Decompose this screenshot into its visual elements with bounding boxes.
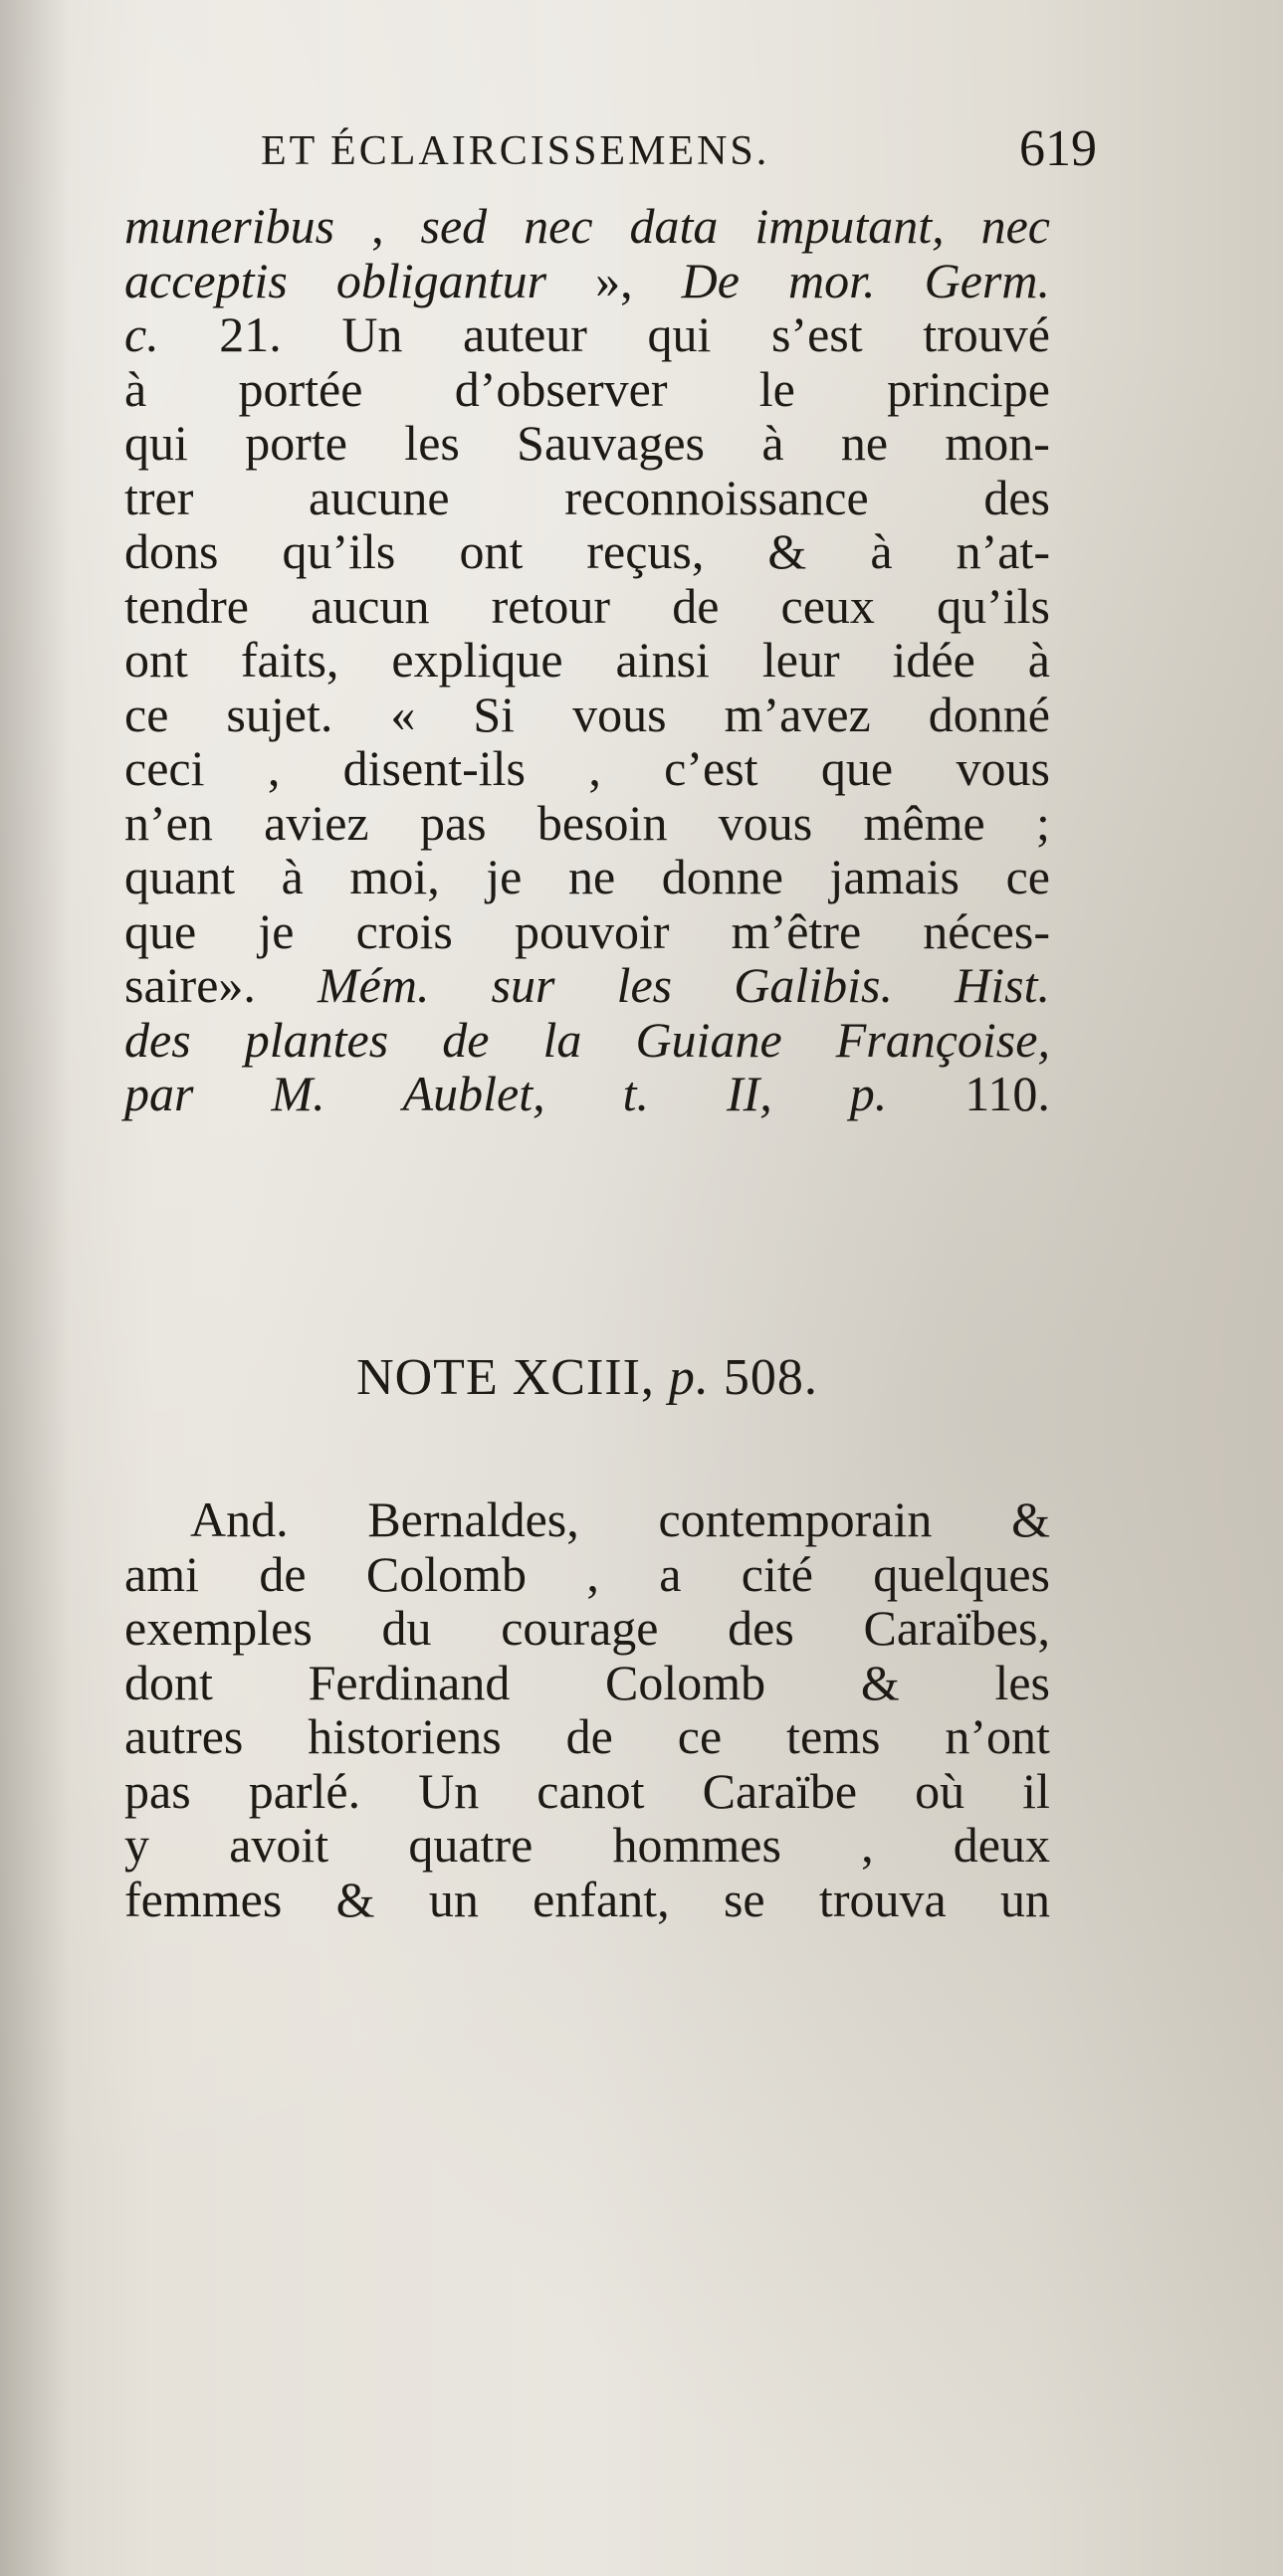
- word: vous: [572, 686, 667, 742]
- word: d’observer: [454, 360, 668, 417]
- text-line: [124, 524, 1050, 579]
- word: Françoise,: [835, 1011, 1050, 1068]
- word: leur: [761, 632, 840, 688]
- word: idée: [892, 632, 975, 688]
- word: ont: [459, 523, 524, 579]
- paragraph-note-xciii: [124, 1492, 1050, 1926]
- word: les: [616, 957, 673, 1013]
- word: quelques: [873, 1545, 1050, 1602]
- word: «: [390, 686, 416, 742]
- word: que: [124, 902, 197, 959]
- word: les: [994, 1654, 1050, 1710]
- word: canot: [536, 1762, 645, 1819]
- text-line: [124, 579, 1050, 634]
- word: Un: [418, 1762, 480, 1819]
- word: des: [124, 1011, 191, 1068]
- word: ce: [124, 686, 169, 742]
- word: retour: [491, 577, 611, 634]
- word: aviez: [264, 794, 369, 851]
- word: se: [723, 1871, 765, 1927]
- word: donne: [661, 849, 783, 904]
- word: les: [404, 415, 460, 471]
- text-line: [124, 1547, 1050, 1602]
- word: Colomb: [365, 1545, 528, 1602]
- word: c’est: [664, 740, 758, 796]
- word: reçus,: [586, 523, 705, 579]
- word: cité: [741, 1545, 813, 1602]
- word: avoit: [229, 1817, 329, 1873]
- word: hommes: [612, 1817, 781, 1873]
- word: M.: [271, 1066, 325, 1121]
- word: 110.: [964, 1066, 1050, 1121]
- note-heading-label: NOTE XCIII,: [356, 1349, 655, 1406]
- word: Caraïbes,: [863, 1600, 1050, 1656]
- word: acceptis: [124, 252, 288, 308]
- word: nec: [524, 198, 593, 254]
- word: porte: [245, 415, 347, 471]
- word: autres: [124, 1708, 244, 1764]
- word: Ferdinand: [308, 1654, 511, 1710]
- text-line: [124, 254, 1050, 308]
- word: à: [761, 415, 784, 471]
- word: faits,: [240, 632, 339, 688]
- word: t.: [622, 1066, 650, 1121]
- word: auteur: [463, 306, 587, 362]
- page-header: [261, 119, 1097, 189]
- word: a: [659, 1545, 682, 1602]
- word: de: [259, 1545, 307, 1602]
- text-line: [124, 1013, 1050, 1068]
- word: tems: [786, 1708, 881, 1764]
- word: saire».: [124, 957, 256, 1013]
- text-line: [124, 199, 1050, 254]
- word: ;: [1036, 794, 1050, 851]
- note-heading: [124, 1348, 1050, 1407]
- word: quatre: [408, 1817, 534, 1873]
- word: même: [863, 794, 985, 851]
- word: pouvoir: [514, 902, 670, 959]
- word: de: [442, 1011, 490, 1068]
- word: plantes: [244, 1011, 389, 1068]
- word: femmes: [124, 1871, 283, 1927]
- word: ,: [861, 1817, 874, 1873]
- word: Guiane: [635, 1011, 782, 1068]
- word: des: [983, 469, 1050, 525]
- word: reconnoissance: [564, 469, 869, 525]
- word: Germ.: [924, 252, 1050, 308]
- page-number: 619: [1019, 120, 1097, 177]
- word: la: [542, 1011, 582, 1068]
- word: De: [681, 252, 740, 308]
- word: &: [860, 1654, 900, 1710]
- word: ainsi: [615, 632, 710, 688]
- word: pas: [124, 1762, 191, 1819]
- word: du: [381, 1600, 432, 1656]
- word: je: [486, 849, 523, 904]
- word: pas: [419, 794, 487, 851]
- word: Hist.: [955, 957, 1050, 1013]
- text-line: [124, 1818, 1050, 1873]
- running-head: ET ÉCLAIRCISSEMENS.: [261, 128, 770, 174]
- word: II,: [727, 1066, 772, 1121]
- text-line: [124, 1656, 1050, 1710]
- word: ,: [267, 740, 281, 796]
- word: disent-ils: [342, 740, 526, 796]
- word: mor.: [788, 252, 876, 308]
- word: moi,: [349, 849, 440, 904]
- word: parlé.: [248, 1762, 361, 1819]
- word: le: [758, 360, 795, 417]
- word: Colomb: [605, 1654, 766, 1710]
- word: s’est: [770, 306, 863, 362]
- word: explique: [391, 632, 563, 688]
- word: portée: [238, 360, 363, 417]
- note-heading-page-num: 508.: [723, 1349, 818, 1406]
- word: un: [428, 1871, 479, 1927]
- word: nec: [980, 198, 1050, 254]
- word: &: [335, 1871, 375, 1927]
- text-line: [124, 1067, 1050, 1121]
- word: quant: [124, 849, 236, 904]
- word: jamais: [829, 849, 960, 904]
- text-line: [124, 688, 1050, 742]
- word: je: [258, 902, 295, 959]
- text-line: [124, 1492, 1050, 1547]
- word: muneribus: [124, 198, 335, 254]
- text-line: [124, 1764, 1050, 1819]
- word: à: [281, 849, 304, 904]
- word: trouva: [818, 1871, 947, 1927]
- word: néces-: [923, 902, 1050, 959]
- word: il: [1022, 1762, 1050, 1819]
- word: à: [1027, 632, 1050, 688]
- word: Sauvages: [517, 415, 706, 471]
- word: ont: [124, 632, 188, 688]
- word: qui: [124, 415, 188, 471]
- word: ceci: [124, 740, 205, 796]
- text-line: [124, 362, 1050, 417]
- text-line: [124, 307, 1050, 362]
- word: Bernaldes,: [367, 1491, 579, 1547]
- word: m’avez: [724, 686, 871, 742]
- text-block: [124, 198, 1050, 1927]
- note-heading-page-ref: p.: [668, 1349, 710, 1406]
- text-line: [124, 1873, 1050, 1927]
- word: dont: [124, 1654, 213, 1710]
- word: à: [870, 523, 893, 579]
- word: ce: [1005, 849, 1050, 904]
- word: Si: [473, 686, 516, 742]
- word: sed: [420, 198, 488, 254]
- word: ne: [840, 415, 889, 471]
- word: à: [124, 360, 147, 417]
- word: trouvé: [923, 306, 1050, 362]
- word: mon-: [945, 415, 1050, 471]
- word: donné: [928, 686, 1050, 742]
- text-line: [124, 958, 1050, 1013]
- word: Un: [341, 306, 403, 362]
- word: de: [565, 1708, 613, 1764]
- text-line: [124, 416, 1050, 471]
- word: où: [915, 1762, 965, 1819]
- word: historiens: [308, 1708, 502, 1764]
- word: qu’ils: [937, 577, 1050, 634]
- text-line: [124, 741, 1050, 796]
- word: de: [672, 577, 720, 634]
- word: n’en: [124, 794, 213, 851]
- word: aucun: [311, 577, 430, 634]
- word: sur: [491, 957, 555, 1013]
- word: ,: [586, 1545, 599, 1602]
- text-line: [124, 1709, 1050, 1764]
- word: n’at-: [956, 523, 1050, 579]
- word: deux: [953, 1817, 1050, 1873]
- word: Galibis.: [734, 957, 893, 1013]
- word: contemporain: [658, 1491, 933, 1547]
- text-line: [124, 904, 1050, 959]
- word: data: [629, 198, 719, 254]
- word: c.: [124, 306, 159, 362]
- gutter-shadow: [0, 0, 70, 2576]
- word: enfant,: [533, 1871, 670, 1927]
- text-line: [124, 850, 1050, 904]
- word: 21.: [219, 306, 282, 362]
- word: trer: [124, 469, 194, 525]
- word: des: [728, 1600, 794, 1656]
- word: exemples: [124, 1600, 313, 1656]
- word: ,: [588, 740, 601, 796]
- word: besoin: [536, 794, 668, 851]
- paragraph-footnote-continuation: [124, 199, 1050, 1121]
- word: Mém.: [318, 957, 430, 1013]
- word: tendre: [124, 577, 249, 634]
- word: ce: [677, 1708, 723, 1764]
- word: courage: [501, 1600, 659, 1656]
- word: que: [820, 740, 894, 796]
- word: aucune: [309, 469, 450, 525]
- word: sujet.: [226, 686, 333, 742]
- word: qui: [647, 306, 712, 362]
- word: vous: [956, 740, 1050, 796]
- word: m’être: [731, 902, 862, 959]
- word: p.: [849, 1066, 888, 1121]
- word: qu’ils: [282, 523, 396, 579]
- text-line: [124, 796, 1050, 851]
- word: ami: [124, 1545, 199, 1602]
- word: ceux: [780, 577, 875, 634]
- word: vous: [718, 794, 813, 851]
- word: n’ont: [945, 1708, 1050, 1764]
- word: ne: [567, 849, 616, 904]
- word: dons: [124, 523, 219, 579]
- word: imputant,: [754, 198, 945, 254]
- word: obligantur: [335, 252, 547, 308]
- word: ,: [371, 198, 384, 254]
- text-line: [124, 633, 1050, 688]
- text-line: [124, 471, 1050, 525]
- word: Aublet,: [402, 1066, 545, 1121]
- word: par: [124, 1066, 194, 1121]
- word: un: [999, 1871, 1050, 1927]
- word: Caraïbe: [702, 1762, 858, 1819]
- word: &: [1011, 1491, 1050, 1547]
- word: crois: [355, 902, 453, 959]
- word: And.: [190, 1491, 289, 1547]
- word: »,: [595, 252, 633, 308]
- word: y: [124, 1817, 149, 1873]
- text-line: [124, 1601, 1050, 1656]
- word: principe: [887, 360, 1050, 417]
- word: &: [767, 523, 807, 579]
